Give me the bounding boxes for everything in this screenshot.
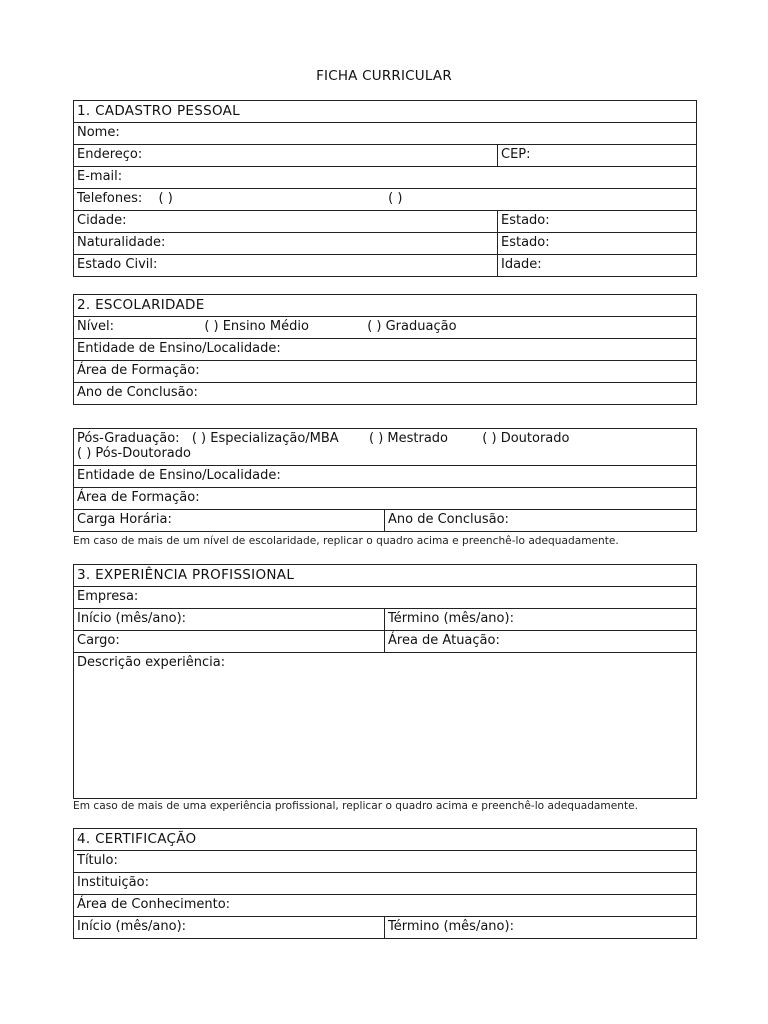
- field-pos-graduacao[interactable]: [74, 429, 697, 466]
- section-heading: 4. CERTIFICAÇÃO: [74, 829, 697, 851]
- field-inicio[interactable]: Início (mês/ano):: [74, 917, 385, 939]
- section-escolaridade: [73, 294, 697, 405]
- field-inicio[interactable]: Início (mês/ano):: [74, 609, 385, 631]
- telefone-1-paren: ( ): [158, 191, 173, 206]
- field-carga-horaria[interactable]: Carga Horária:: [74, 510, 385, 532]
- field-empresa[interactable]: Empresa:: [74, 587, 697, 609]
- section-certificacao: [73, 828, 697, 939]
- field-titulo[interactable]: Título:: [74, 851, 697, 873]
- field-entidade-ensino[interactable]: Entidade de Ensino/Localidade:: [74, 466, 697, 488]
- field-nome[interactable]: Nome:: [74, 123, 697, 145]
- field-descricao-experiencia[interactable]: Descrição experiência:: [74, 653, 697, 799]
- option-graduacao[interactable]: ( ) Graduação: [367, 319, 457, 334]
- section-heading: 1. CADASTRO PESSOAL: [74, 101, 697, 123]
- option-pos-doutorado[interactable]: ( ) Pós-Doutorado: [77, 446, 191, 461]
- note-escolaridade: Em caso de mais de um nível de escolaridade, replicar o quadro acima e preenchê-lo adequadamente.: [73, 535, 619, 547]
- field-ano-conclusao[interactable]: Ano de Conclusão:: [74, 383, 697, 405]
- section-cadastro-pessoal: [73, 100, 697, 277]
- field-ano-conclusao[interactable]: Ano de Conclusão:: [385, 510, 697, 532]
- field-area-atuacao[interactable]: Área de Atuação:: [385, 631, 697, 653]
- field-telefones[interactable]: [74, 189, 697, 211]
- field-cep[interactable]: CEP:: [498, 145, 697, 167]
- field-termino[interactable]: Término (mês/ano):: [385, 917, 697, 939]
- field-area-conhecimento[interactable]: Área de Conhecimento:: [74, 895, 697, 917]
- field-instituicao[interactable]: Instituição:: [74, 873, 697, 895]
- field-estado-civil[interactable]: Estado Civil:: [74, 255, 498, 277]
- option-doutorado[interactable]: ( ) Doutorado: [482, 431, 570, 446]
- field-idade[interactable]: Idade:: [498, 255, 697, 277]
- option-mestrado[interactable]: ( ) Mestrado: [368, 431, 448, 446]
- field-termino[interactable]: Término (mês/ano):: [385, 609, 697, 631]
- field-entidade-ensino[interactable]: Entidade de Ensino/Localidade:: [74, 339, 697, 361]
- section-heading: 3. EXPERIÊNCIA PROFISSIONAL: [74, 565, 697, 587]
- nivel-label: Nível:: [77, 319, 115, 334]
- field-naturalidade[interactable]: Naturalidade:: [74, 233, 498, 255]
- section-experiencia-profissional: [73, 564, 697, 799]
- option-especializacao[interactable]: ( ) Especialização/MBA: [191, 431, 339, 446]
- section-pos-graduacao: [73, 428, 697, 532]
- field-area-formacao[interactable]: Área de Formação:: [74, 488, 697, 510]
- note-experiencia: Em caso de mais de uma experiência profissional, replicar o quadro acima e preenchê-lo adequadamente.: [73, 800, 638, 812]
- field-nivel[interactable]: [74, 317, 697, 339]
- field-estado[interactable]: Estado:: [498, 211, 697, 233]
- page-title: FICHA CURRICULAR: [316, 68, 452, 84]
- field-email[interactable]: E-mail:: [74, 167, 697, 189]
- field-area-formacao[interactable]: Área de Formação:: [74, 361, 697, 383]
- telefone-2-paren: ( ): [388, 191, 403, 206]
- field-cargo[interactable]: Cargo:: [74, 631, 385, 653]
- pos-graduacao-label: Pós-Graduação:: [77, 431, 180, 446]
- telefones-label: Telefones:: [77, 191, 143, 206]
- field-cidade[interactable]: Cidade:: [74, 211, 498, 233]
- section-heading: 2. ESCOLARIDADE: [74, 295, 697, 317]
- option-ensino-medio[interactable]: ( ) Ensino Médio: [204, 319, 309, 334]
- field-estado-naturalidade[interactable]: Estado:: [498, 233, 697, 255]
- field-endereco[interactable]: Endereço:: [74, 145, 498, 167]
